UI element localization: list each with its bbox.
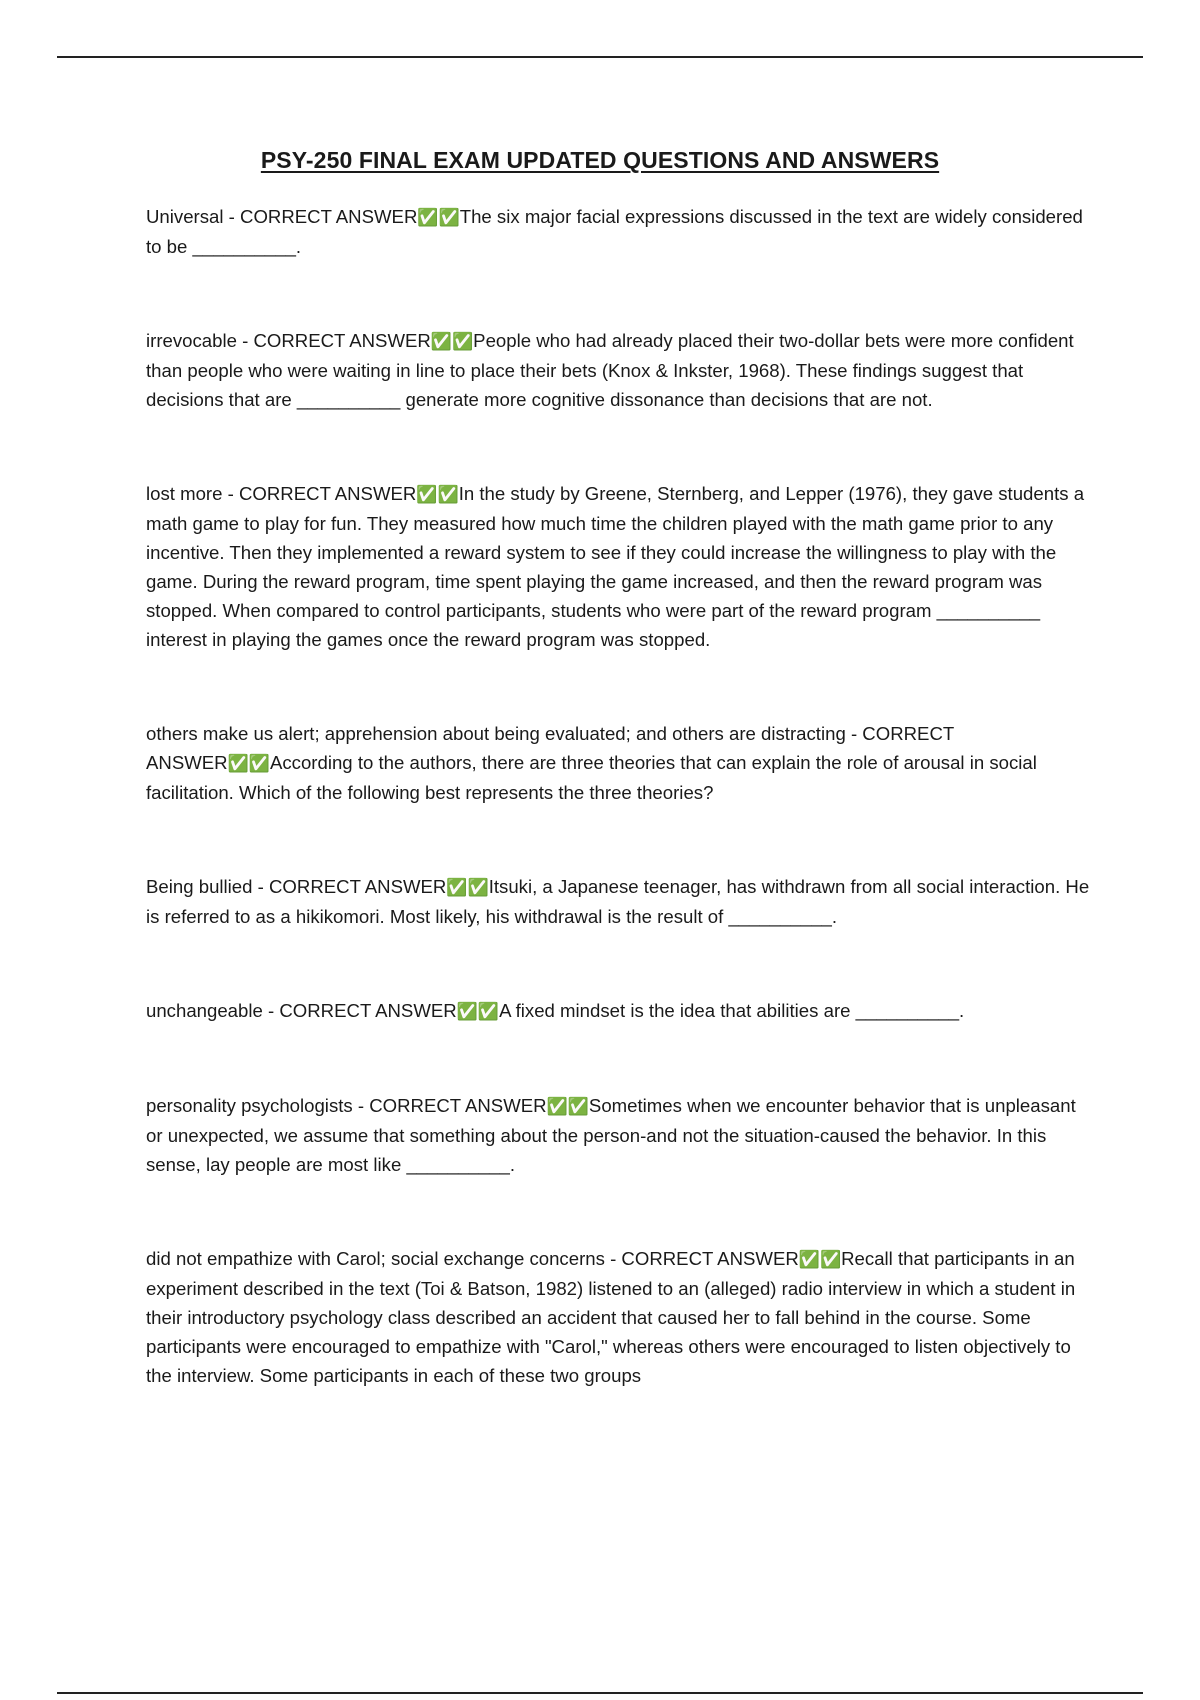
check-icon: ✅✅	[416, 485, 459, 504]
check-icon: ✅✅	[417, 208, 460, 227]
question-text: The six major facial expressions discussed in the text are widely considered to be __________.	[146, 206, 1083, 257]
correct-answer-label: - CORRECT ANSWER	[604, 1248, 799, 1269]
page-title: PSY-250 FINAL EXAM UPDATED QUESTIONS AND ANSWERS	[260, 147, 940, 173]
check-icon: ✅✅	[446, 878, 489, 897]
answer-text: did not empathize with Carol; social exchange concerns	[146, 1248, 605, 1269]
qa-item	[146, 872, 1096, 931]
qa-item	[146, 996, 1096, 1026]
check-icon: ✅✅	[430, 332, 474, 351]
question-text: A fixed mindset is the idea that abilities are __________.	[499, 1000, 965, 1021]
qa-item	[146, 1244, 1096, 1390]
qa-item	[146, 479, 1096, 654]
qa-item	[146, 719, 1096, 807]
qa-list	[146, 202, 1096, 1390]
correct-answer-label: - CORRECT ANSWER	[223, 206, 418, 227]
qa-item	[146, 1091, 1096, 1179]
check-icon: ✅✅	[546, 1097, 589, 1116]
answer-text: lost more	[146, 483, 223, 504]
correct-answer-label: - CORRECT ANSWER	[352, 1095, 547, 1116]
answer-text: irrevocable	[146, 330, 237, 351]
question-text: Itsuki, a Japanese teenager, has withdrawn from all social interaction. He is referred to as a hikikomori. Most likely, his withdrawal is the result of __________.	[146, 876, 1090, 927]
correct-answer-label: - CORRECT ANSWER	[262, 1000, 457, 1021]
qa-item	[146, 326, 1096, 414]
answer-text: unchangeable	[146, 1000, 263, 1021]
correct-answer-label: - CORRECT ANSWER	[146, 723, 954, 773]
answer-text: Being bullied	[146, 876, 253, 897]
question-text: In the study by Greene, Sternberg, and Lepper (1976), they gave students a math game to play for fun. They measured how much time the children played with the math game prior to any incentive. Then they implemented a reward system to see if they could increase the willingness to play with the game. During the reward program, time spent playing the game increased, and then the reward program was stopped. When compared to control participants, students who were part of the reward program __________ interest in playing the games once the reward program was stopped.	[146, 483, 1085, 650]
correct-answer-label: - CORRECT ANSWER	[252, 876, 447, 897]
qa-item	[146, 202, 1096, 261]
question-text: People who had already placed their two-dollar bets were more confident than people who were waiting in line to place their bets (Knox & Inkster, 1968). These findings suggest that decisions that are __________ generate more cognitive dissonance than decisions that are not.	[146, 330, 1074, 410]
question-text: According to the authors, there are three theories that can explain the role of arousal in social facilitation. Which of the following best represents the three theories?	[146, 752, 1037, 803]
answer-text: others make us alert; apprehension about being evaluated; and others are distracting	[146, 723, 846, 744]
check-icon: ✅✅	[798, 1250, 842, 1269]
top-rule	[57, 56, 1143, 58]
correct-answer-label: - CORRECT ANSWER	[222, 483, 417, 504]
correct-answer-label: - CORRECT ANSWER	[236, 330, 431, 351]
check-icon: ✅✅	[456, 1002, 500, 1021]
answer-text: Universal	[146, 206, 224, 227]
check-icon: ✅✅	[227, 754, 270, 773]
bottom-rule	[57, 1692, 1143, 1694]
answer-text: personality psychologists	[146, 1095, 353, 1116]
question-text: Recall that participants in an experiment described in the text (Toi & Batson, 1982) listened to an (alleged) radio interview in which a student in their introductory psychology class described an accident that caused her to fall behind in the course. Some participants were encouraged to empathize with "Carol," whereas others were encouraged to listen objectively to the interview. Some participants in each of these two groups	[146, 1248, 1076, 1386]
question-text: Sometimes when we encounter behavior that is unpleasant or unexpected, we assume that something about the person-and not the situation-caused the behavior. In this sense, lay people are most like __________.	[146, 1095, 1076, 1175]
